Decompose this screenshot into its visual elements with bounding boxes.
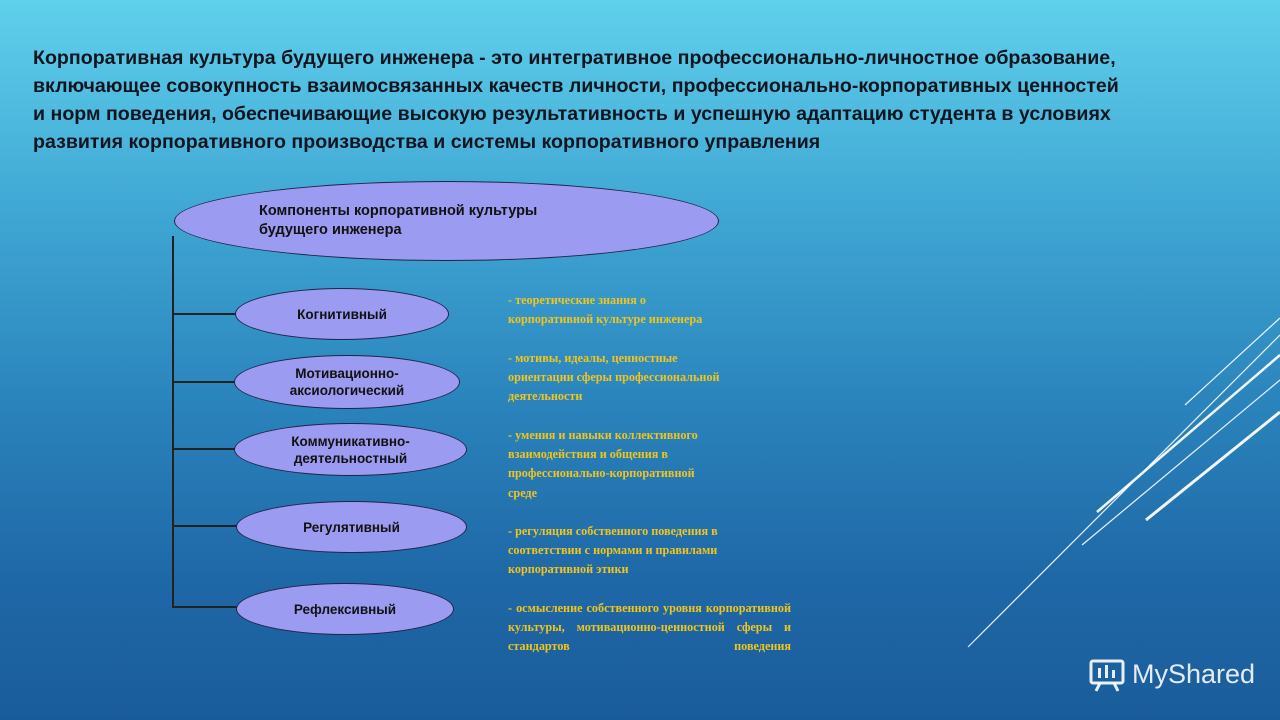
component-node-motivational: Мотивационно- аксиологический	[234, 355, 460, 409]
connector-stub	[172, 381, 235, 383]
watermark	[1088, 655, 1255, 693]
component-node-regulative: Регулятивный	[236, 501, 467, 553]
watermark-text: MyShared	[1132, 658, 1256, 689]
intro-definition: Корпоративная культура будущего инженера - это интегративное профессионально-личностное образование, включающее совокупность взаимосвязанных качеств личности, профессионально-корпоративных ценностей и норм поведения, обеспечивающие высокую результативность и успешную адаптацию студента в условиях развития корпоративного производства и системы корпоративного управления	[33, 47, 1119, 153]
component-description: - осмысление собственного уровня корпоративной культуры, мотивационно-ценностной сферы и стандартов поведения	[508, 601, 791, 654]
connector-stub	[172, 313, 235, 315]
component-node-cognitive: Когнитивный	[235, 288, 449, 340]
component-description: - теоретические знания о корпоративной культуре инженера	[508, 293, 703, 327]
component-description: - мотивы, идеалы, ценностные ориентации сферы профессиональной деятельности	[508, 351, 720, 404]
component-node-communicative: Коммуникативно- деятельностный	[234, 423, 467, 476]
tree-trunk-line	[172, 236, 174, 608]
component-description: - регуляция собственного поведения в соответствии с нормами и правилами корпоративной этики	[508, 524, 718, 577]
myshared-logo-icon	[1088, 655, 1126, 693]
root-node: Компоненты корпоративной культуры будущего инженера	[174, 181, 719, 261]
component-description: - умения и навыки коллективного взаимодействия и общения в профессионально-корпоративной среде	[508, 428, 698, 500]
deco-line	[968, 335, 1280, 647]
deco-line	[1082, 380, 1280, 545]
component-node-reflexive: Рефлексивный	[236, 583, 454, 635]
connector-stub	[172, 606, 238, 608]
deco-line	[1146, 412, 1280, 520]
connector-stub	[172, 448, 235, 450]
connector-stub	[172, 525, 238, 527]
